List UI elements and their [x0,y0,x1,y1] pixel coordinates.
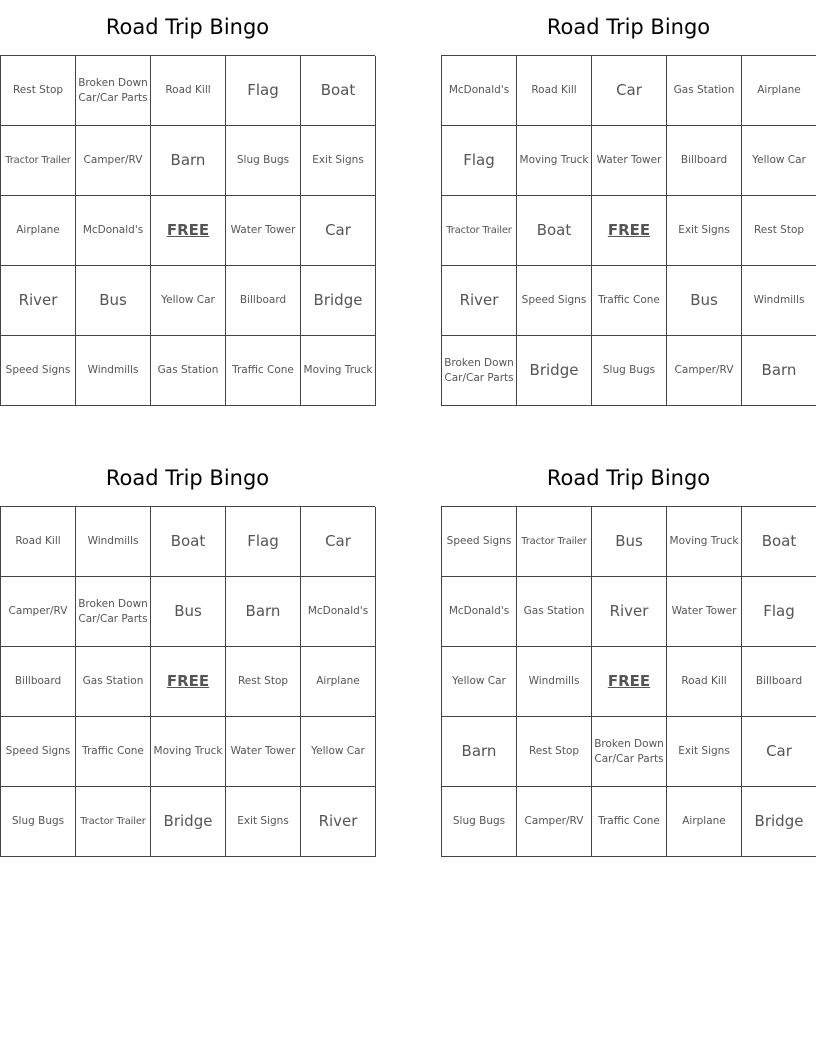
bingo-cell: Road Kill [151,56,226,126]
bingo-cell: Traffic Cone [76,717,151,787]
bingo-cell: Car [301,507,376,577]
bingo-cell: River [592,577,667,647]
bingo-card-3 [0,451,375,857]
bingo-cell: Speed Signs [517,266,592,336]
bingo-cell: Flag [226,56,301,126]
card-title: Road Trip Bingo [105,15,270,39]
bingo-cell: Broken Down Car/Car Parts [442,336,517,406]
card-title: Road Trip Bingo [105,466,270,490]
bingo-cell: McDonald's [76,196,151,266]
bingo-cell: Broken Down Car/Car Parts [592,717,667,787]
bingo-cell: Tractor Trailer [1,126,76,196]
bingo-cell: Camper/RV [1,577,76,647]
bingo-cell: Bus [667,266,742,336]
bingo-cell: McDonald's [301,577,376,647]
bingo-cell: Gas Station [517,577,592,647]
bingo-cell: Bus [592,507,667,577]
bingo-cell: Bus [151,577,226,647]
bingo-cell: Slug Bugs [226,126,301,196]
bingo-grid [441,506,816,857]
bingo-cell: Car [592,56,667,126]
bingo-cell: River [1,266,76,336]
bingo-cell: Yellow Car [742,126,816,196]
bingo-cell: Camper/RV [76,126,151,196]
bingo-cell: Water Tower [592,126,667,196]
free-space-cell: FREE [151,196,226,266]
bingo-cell: Billboard [667,126,742,196]
bingo-cell: Exit Signs [301,126,376,196]
bingo-cell: Exit Signs [667,717,742,787]
bingo-cell: Windmills [742,266,816,336]
bingo-cell: Tractor Trailer [442,196,517,266]
bingo-cell: McDonald's [442,56,517,126]
bingo-cell: Flag [226,507,301,577]
bingo-cell: Road Kill [1,507,76,577]
bingo-cell: Car [301,196,376,266]
bingo-cell: Airplane [1,196,76,266]
bingo-grid [0,506,375,857]
bingo-cell: Camper/RV [667,336,742,406]
free-space-cell: FREE [592,196,667,266]
bingo-cell: Barn [151,126,226,196]
bingo-cell: Broken Down Car/Car Parts [76,56,151,126]
bingo-card-1 [0,0,375,406]
bingo-cell: Water Tower [226,196,301,266]
bingo-cell: Rest Stop [742,196,816,266]
bingo-cell: Water Tower [667,577,742,647]
bingo-cell: Gas Station [76,647,151,717]
bingo-cell: Exit Signs [226,787,301,857]
bingo-cell: Moving Truck [301,336,376,406]
bingo-cell: Slug Bugs [442,787,517,857]
bingo-cell: Camper/RV [517,787,592,857]
bingo-cell: Road Kill [667,647,742,717]
bingo-cell: Boat [517,196,592,266]
bingo-cell: Gas Station [667,56,742,126]
bingo-cell: Water Tower [226,717,301,787]
bingo-cell: Moving Truck [667,507,742,577]
bingo-card-4 [441,451,816,857]
bingo-cell: Speed Signs [1,336,76,406]
bingo-grid [441,55,816,406]
free-space-cell: FREE [592,647,667,717]
bingo-cell: Rest Stop [517,717,592,787]
bingo-cell: Boat [151,507,226,577]
bingo-cell: McDonald's [442,577,517,647]
bingo-cell: Yellow Car [442,647,517,717]
bingo-cell: Airplane [301,647,376,717]
card-title: Road Trip Bingo [546,15,711,39]
bingo-cell: Tractor Trailer [76,787,151,857]
bingo-cell: Traffic Cone [592,787,667,857]
bingo-cell: Traffic Cone [592,266,667,336]
bingo-cell: Bridge [301,266,376,336]
bingo-cell: Speed Signs [1,717,76,787]
bingo-cell: Barn [226,577,301,647]
bingo-cell: Rest Stop [1,56,76,126]
bingo-cell: Boat [301,56,376,126]
bingo-cell: Billboard [742,647,816,717]
bingo-cell: Bus [76,266,151,336]
bingo-cell: River [442,266,517,336]
bingo-grid [0,55,375,406]
bingo-cell: Broken Down Car/Car Parts [76,577,151,647]
bingo-cell: Moving Truck [517,126,592,196]
bingo-cell: Barn [742,336,816,406]
bingo-cell: Yellow Car [151,266,226,336]
bingo-cell: Rest Stop [226,647,301,717]
bingo-cell: Airplane [742,56,816,126]
bingo-cell: Windmills [76,336,151,406]
bingo-cell: Billboard [1,647,76,717]
bingo-cell: Gas Station [151,336,226,406]
bingo-cell: Moving Truck [151,717,226,787]
bingo-cell: Bridge [742,787,816,857]
bingo-cell: Tractor Trailer [517,507,592,577]
bingo-cell: Road Kill [517,56,592,126]
bingo-cell: Yellow Car [301,717,376,787]
bingo-cell: Airplane [667,787,742,857]
bingo-cell: Slug Bugs [1,787,76,857]
bingo-cell: Exit Signs [667,196,742,266]
card-title: Road Trip Bingo [546,466,711,490]
bingo-cell: Billboard [226,266,301,336]
bingo-cell: Slug Bugs [592,336,667,406]
bingo-cell: Bridge [151,787,226,857]
bingo-cell: River [301,787,376,857]
bingo-cell: Speed Signs [442,507,517,577]
bingo-card-2 [441,0,816,406]
bingo-cell: Flag [442,126,517,196]
bingo-cell: Windmills [517,647,592,717]
free-space-cell: FREE [151,647,226,717]
bingo-cell: Flag [742,577,816,647]
bingo-cell: Barn [442,717,517,787]
bingo-cell: Bridge [517,336,592,406]
bingo-cell: Car [742,717,816,787]
bingo-cell: Boat [742,507,816,577]
bingo-cell: Windmills [76,507,151,577]
bingo-cell: Traffic Cone [226,336,301,406]
